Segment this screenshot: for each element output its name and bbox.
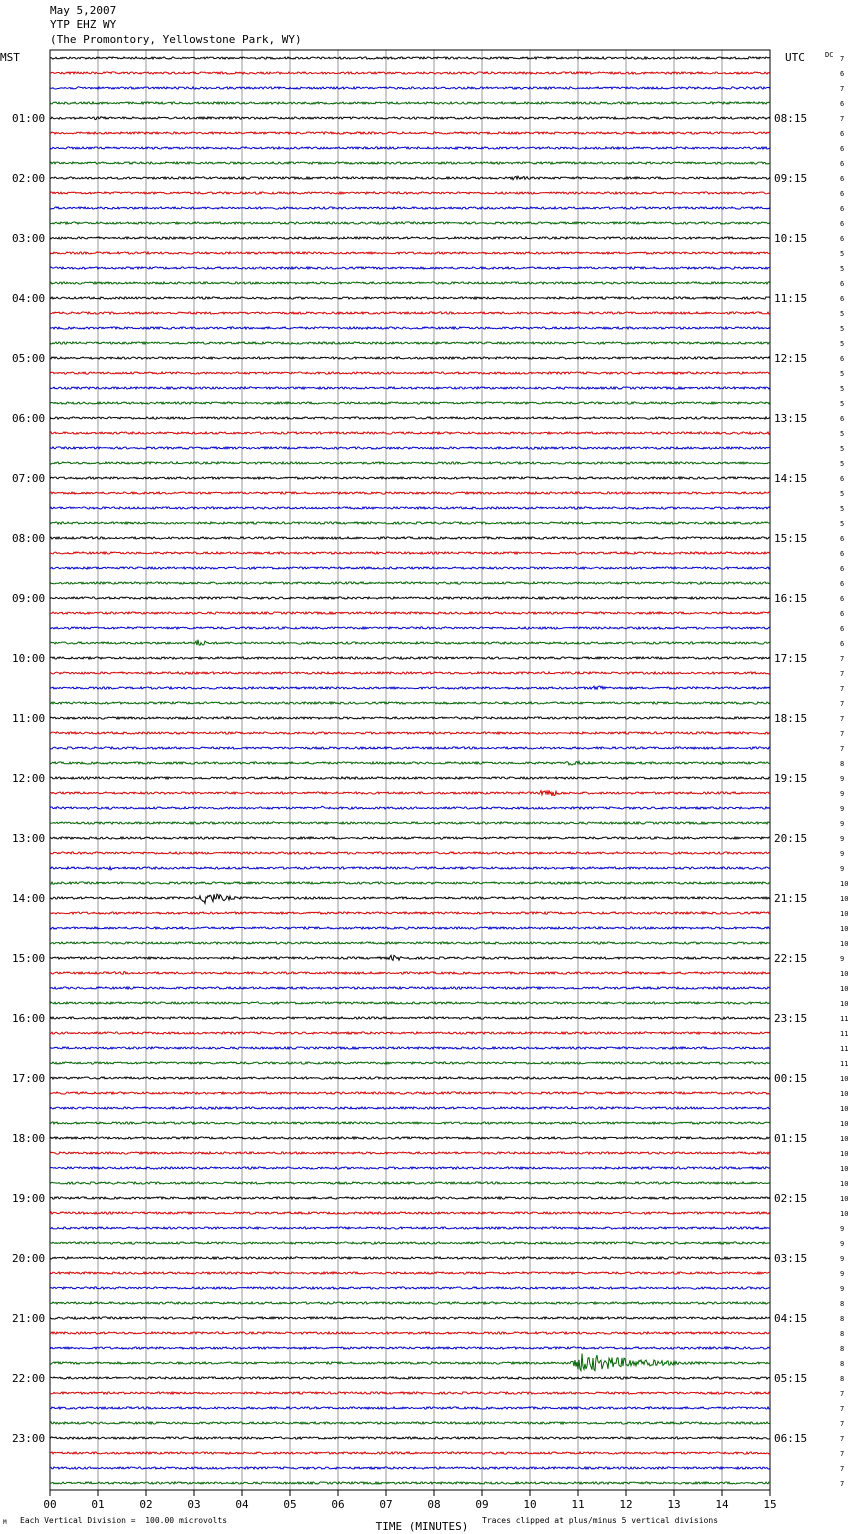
dc-offset-value: 8	[840, 1330, 845, 1338]
dc-offset-value: 8	[840, 1315, 845, 1323]
dc-offset-value: 6	[840, 610, 845, 618]
dc-offset-value: 8	[840, 760, 845, 768]
trace-50	[50, 806, 770, 809]
dc-offset-value: 11	[840, 1030, 849, 1038]
x-tick-label: 15	[763, 1498, 777, 1511]
trace-87	[50, 1354, 770, 1371]
dc-offset-value: 10	[840, 1105, 849, 1113]
dc-offset-value: 7	[840, 1390, 845, 1398]
dc-offset-value: 6	[840, 100, 845, 108]
x-tick-label: 09	[475, 1498, 489, 1511]
clip-note: Traces clipped at plus/minus 5 vertical divisions	[482, 1516, 719, 1525]
dc-offset-value: 7	[840, 1420, 845, 1428]
trace-4	[50, 117, 770, 120]
left-axis-title: MST	[0, 51, 20, 64]
dc-offset-value: 7	[840, 115, 845, 123]
left-hour-label: 19:00	[12, 1192, 46, 1205]
trace-26	[50, 447, 770, 449]
left-hour-label: 08:00	[12, 532, 46, 545]
dc-column-title: DC	[825, 51, 834, 59]
left-hour-label: 02:00	[12, 172, 46, 185]
trace-62	[50, 987, 770, 989]
left-hour-label: 18:00	[12, 1132, 46, 1145]
trace-53	[50, 852, 770, 854]
date-label: May 5,2007	[50, 4, 117, 17]
right-hour-label: 11:15	[774, 292, 808, 305]
trace-33	[50, 552, 770, 554]
dc-offset-value: 9	[840, 1240, 845, 1248]
dc-offset-value: 5	[840, 400, 845, 408]
trace-24	[50, 417, 770, 419]
dc-offset-value: 11	[840, 1015, 849, 1023]
trace-81	[50, 1272, 770, 1274]
trace-64	[50, 1017, 770, 1019]
right-hour-label: 21:15	[774, 892, 808, 905]
location-label: (The Promontory, Yellowstone Park, WY)	[50, 33, 302, 46]
dc-offset-value: 6	[840, 190, 845, 198]
right-hour-label: 22:15	[774, 952, 808, 965]
x-tick-label: 04	[235, 1498, 249, 1511]
trace-34	[50, 567, 770, 569]
dc-offset-value: 10	[840, 1195, 849, 1203]
right-hour-label: 09:15	[774, 172, 808, 185]
left-hour-label: 13:00	[12, 832, 46, 845]
right-hour-label: 14:15	[774, 472, 808, 485]
trace-75	[50, 1182, 770, 1184]
dc-offset-value: 7	[840, 55, 845, 63]
trace-42	[50, 686, 770, 689]
trace-16	[50, 297, 770, 299]
trace-0	[50, 57, 770, 59]
dc-offset-value: 5	[840, 325, 845, 333]
dc-offset-value: 6	[840, 535, 845, 543]
x-tick-label: 07	[379, 1498, 393, 1511]
dc-offset-value: 6	[840, 145, 845, 153]
trace-45	[50, 732, 770, 734]
trace-91	[50, 1422, 770, 1424]
trace-51	[50, 822, 770, 824]
dc-offset-value: 11	[840, 1060, 849, 1068]
dc-offset-value: 7	[840, 745, 845, 753]
trace-30	[50, 507, 770, 509]
trace-2	[50, 87, 770, 89]
trace-29	[50, 492, 770, 494]
dc-offset-value: 10	[840, 970, 849, 978]
dc-offset-value: 10	[840, 1165, 849, 1173]
dc-offset-value: 7	[840, 700, 845, 708]
dc-offset-value: 9	[840, 850, 845, 858]
dc-offset-value: 6	[840, 625, 845, 633]
dc-offset-value: 8	[840, 1345, 845, 1353]
right-hour-label: 10:15	[774, 232, 808, 245]
trace-15	[50, 282, 770, 284]
dc-offset-value: 5	[840, 250, 845, 258]
dc-offset-value: 9	[840, 955, 845, 963]
dc-offset-value: 10	[840, 910, 849, 918]
trace-13	[50, 252, 770, 254]
trace-86	[50, 1347, 770, 1349]
trace-6	[50, 147, 770, 149]
right-hour-label: 05:15	[774, 1372, 808, 1385]
dc-offset-value: 6	[840, 415, 845, 423]
trace-40	[50, 657, 770, 659]
dc-offset-value: 5	[840, 430, 845, 438]
trace-60	[50, 955, 770, 960]
right-hour-label: 00:15	[774, 1072, 808, 1085]
trace-18	[50, 327, 770, 329]
trace-22	[50, 387, 770, 389]
trace-32	[50, 537, 770, 539]
dc-offset-value: 10	[840, 985, 849, 993]
dc-offset-value: 6	[840, 295, 845, 303]
x-tick-label: 14	[715, 1498, 729, 1511]
dc-offset-value: 10	[840, 1000, 849, 1008]
trace-11	[50, 222, 770, 224]
dc-offset-value: 5	[840, 310, 845, 318]
trace-59	[50, 942, 770, 944]
right-hour-label: 20:15	[774, 832, 808, 845]
dc-offset-value: 6	[840, 160, 845, 168]
dc-offset-value: 5	[840, 265, 845, 273]
x-tick-label: 12	[619, 1498, 633, 1511]
x-tick-label: 03	[187, 1498, 201, 1511]
trace-61	[50, 971, 770, 974]
trace-41	[50, 672, 770, 674]
left-hour-label: 12:00	[12, 772, 46, 785]
trace-56	[50, 894, 770, 903]
trace-58	[50, 927, 770, 929]
dc-offset-value: 5	[840, 370, 845, 378]
dc-offset-value: 7	[840, 670, 845, 678]
dc-offset-value: 6	[840, 175, 845, 183]
right-axis-title: UTC	[785, 51, 805, 64]
dc-offset-value: 6	[840, 280, 845, 288]
right-hour-label: 03:15	[774, 1252, 808, 1265]
dc-offset-value: 9	[840, 835, 845, 843]
trace-5	[50, 132, 770, 134]
trace-52	[50, 837, 770, 839]
dc-offset-value: 10	[840, 1210, 849, 1218]
x-tick-label: 08	[427, 1498, 441, 1511]
trace-71	[50, 1122, 770, 1124]
trace-31	[50, 522, 770, 524]
left-hour-label: 15:00	[12, 952, 46, 965]
dc-offset-value: 9	[840, 790, 845, 798]
dc-offset-value: 7	[840, 1465, 845, 1473]
dc-offset-value: 7	[840, 715, 845, 723]
trace-90	[50, 1407, 770, 1409]
left-hour-label: 22:00	[12, 1372, 46, 1385]
right-hour-label: 13:15	[774, 412, 808, 425]
trace-25	[50, 432, 770, 434]
trace-66	[50, 1047, 770, 1049]
dc-offset-value: 10	[840, 1090, 849, 1098]
trace-55	[50, 882, 770, 884]
trace-38	[50, 627, 770, 629]
dc-offset-value: 5	[840, 490, 845, 498]
trace-28	[50, 477, 770, 479]
dc-offset-value: 6	[840, 580, 845, 588]
dc-offset-value: 8	[840, 1360, 845, 1368]
trace-80	[50, 1257, 770, 1259]
dc-offset-value: 9	[840, 1255, 845, 1263]
left-hour-label: 09:00	[12, 592, 46, 605]
left-hour-label: 07:00	[12, 472, 46, 485]
dc-offset-value: 8	[840, 1300, 845, 1308]
trace-7	[50, 162, 770, 164]
trace-20	[50, 357, 770, 359]
dc-offset-value: 10	[840, 1075, 849, 1083]
dc-offset-value: 6	[840, 355, 845, 363]
right-hour-label: 19:15	[774, 772, 808, 785]
dc-offset-value: 10	[840, 1180, 849, 1188]
trace-9	[50, 192, 770, 194]
trace-21	[50, 372, 770, 374]
dc-offset-value: 10	[840, 880, 849, 888]
trace-74	[50, 1167, 770, 1169]
dc-offset-value: 10	[840, 940, 849, 948]
x-tick-label: 02	[139, 1498, 153, 1511]
left-hour-label: 05:00	[12, 352, 46, 365]
trace-10	[50, 207, 770, 209]
trace-43	[50, 702, 770, 704]
right-hour-label: 12:15	[774, 352, 808, 365]
trace-84	[50, 1317, 770, 1319]
trace-35	[50, 582, 770, 584]
dc-offset-value: 6	[840, 130, 845, 138]
trace-70	[50, 1107, 770, 1109]
trace-76	[50, 1197, 770, 1199]
dc-offset-value: 6	[840, 205, 845, 213]
dc-offset-value: 6	[840, 565, 845, 573]
dc-offset-value: 5	[840, 385, 845, 393]
dc-offset-value: 9	[840, 805, 845, 813]
footer-corner-mark: M	[3, 1519, 7, 1526]
trace-23	[50, 402, 770, 404]
trace-93	[50, 1452, 770, 1454]
trace-48	[50, 777, 770, 779]
trace-47	[50, 761, 770, 765]
trace-12	[50, 237, 770, 239]
dc-offset-value: 10	[840, 1135, 849, 1143]
trace-72	[50, 1137, 770, 1139]
dc-offset-value: 6	[840, 235, 845, 243]
trace-63	[50, 1002, 770, 1004]
trace-95	[50, 1482, 770, 1484]
trace-73	[50, 1152, 770, 1154]
trace-77	[50, 1212, 770, 1214]
trace-88	[50, 1377, 770, 1379]
dc-offset-value: 6	[840, 640, 845, 648]
x-tick-label: 00	[43, 1498, 57, 1511]
right-hour-label: 04:15	[774, 1312, 808, 1325]
right-hour-label: 08:15	[774, 112, 808, 125]
trace-54	[50, 867, 770, 870]
dc-offset-value: 7	[840, 685, 845, 693]
x-tick-label: 10	[523, 1498, 537, 1511]
right-hour-label: 02:15	[774, 1192, 808, 1205]
right-hour-label: 06:15	[774, 1432, 808, 1445]
dc-offset-value: 7	[840, 85, 845, 93]
trace-69	[50, 1092, 770, 1094]
dc-offset-value: 6	[840, 220, 845, 228]
trace-83	[50, 1302, 770, 1304]
trace-79	[50, 1242, 770, 1244]
dc-offset-value: 5	[840, 505, 845, 513]
right-hour-label: 17:15	[774, 652, 808, 665]
dc-offset-value: 5	[840, 520, 845, 528]
x-tick-label: 06	[331, 1498, 345, 1511]
trace-82	[50, 1287, 770, 1289]
dc-offset-value: 5	[840, 445, 845, 453]
dc-offset-value: 7	[840, 1450, 845, 1458]
trace-27	[50, 462, 770, 464]
dc-offset-value: 6	[840, 475, 845, 483]
dc-offset-value: 9	[840, 1270, 845, 1278]
left-hour-label: 17:00	[12, 1072, 46, 1085]
trace-94	[50, 1467, 770, 1469]
right-hour-label: 16:15	[774, 592, 808, 605]
trace-17	[50, 312, 770, 314]
left-hour-label: 14:00	[12, 892, 46, 905]
x-axis-title: TIME (MINUTES)	[375, 1520, 469, 1533]
left-hour-label: 01:00	[12, 112, 46, 125]
scale-note: Each Vertical Division = 100.00 microvolts	[20, 1516, 228, 1525]
trace-19	[50, 342, 770, 344]
trace-78	[50, 1227, 770, 1229]
trace-85	[50, 1332, 770, 1334]
dc-offset-value: 6	[840, 550, 845, 558]
right-hour-label: 18:15	[774, 712, 808, 725]
dc-offset-value: 5	[840, 460, 845, 468]
left-hour-label: 03:00	[12, 232, 46, 245]
trace-8	[50, 176, 770, 180]
left-hour-label: 16:00	[12, 1012, 46, 1025]
trace-36	[50, 597, 770, 599]
trace-14	[50, 267, 770, 269]
dc-offset-value: 9	[840, 1225, 845, 1233]
x-tick-label: 05	[283, 1498, 297, 1511]
dc-offset-value: 9	[840, 775, 845, 783]
dc-offset-value: 10	[840, 895, 849, 903]
dc-offset-value: 7	[840, 1435, 845, 1443]
dc-offset-value: 7	[840, 655, 845, 663]
dc-offset-value: 10	[840, 1120, 849, 1128]
trace-1	[50, 72, 770, 74]
dc-offset-value: 7	[840, 730, 845, 738]
trace-46	[50, 747, 770, 749]
trace-67	[50, 1062, 770, 1064]
left-hour-label: 21:00	[12, 1312, 46, 1325]
right-hour-label: 23:15	[774, 1012, 808, 1025]
dc-offset-value: 6	[840, 70, 845, 78]
dc-offset-value: 7	[840, 1480, 845, 1488]
right-hour-label: 15:15	[774, 532, 808, 545]
trace-57	[50, 912, 770, 914]
dc-offset-value: 11	[840, 1045, 849, 1053]
dc-offset-value: 9	[840, 865, 845, 873]
trace-44	[50, 717, 770, 719]
station-label: YTP EHZ WY	[50, 18, 117, 31]
right-hour-label: 01:15	[774, 1132, 808, 1145]
x-tick-label: 13	[667, 1498, 681, 1511]
left-hour-label: 06:00	[12, 412, 46, 425]
left-hour-label: 11:00	[12, 712, 46, 725]
left-hour-label: 23:00	[12, 1432, 46, 1445]
trace-68	[50, 1077, 770, 1079]
dc-offset-value: 10	[840, 1150, 849, 1158]
dc-offset-value: 9	[840, 1285, 845, 1293]
dc-offset-value: 7	[840, 1405, 845, 1413]
left-hour-label: 20:00	[12, 1252, 46, 1265]
trace-89	[50, 1392, 770, 1394]
trace-65	[50, 1032, 770, 1034]
dc-offset-value: 6	[840, 595, 845, 603]
trace-39	[50, 640, 770, 646]
trace-49	[50, 790, 770, 796]
dc-offset-value: 9	[840, 820, 845, 828]
dc-offset-value: 5	[840, 340, 845, 348]
dc-offset-value: 10	[840, 925, 849, 933]
traces	[50, 57, 770, 1484]
x-tick-label: 01	[91, 1498, 105, 1511]
left-hour-label: 10:00	[12, 652, 46, 665]
dc-offset-value: 8	[840, 1375, 845, 1383]
x-tick-label: 11	[571, 1498, 585, 1511]
trace-37	[50, 612, 770, 614]
left-hour-label: 04:00	[12, 292, 46, 305]
trace-92	[50, 1437, 770, 1439]
trace-3	[50, 102, 770, 104]
